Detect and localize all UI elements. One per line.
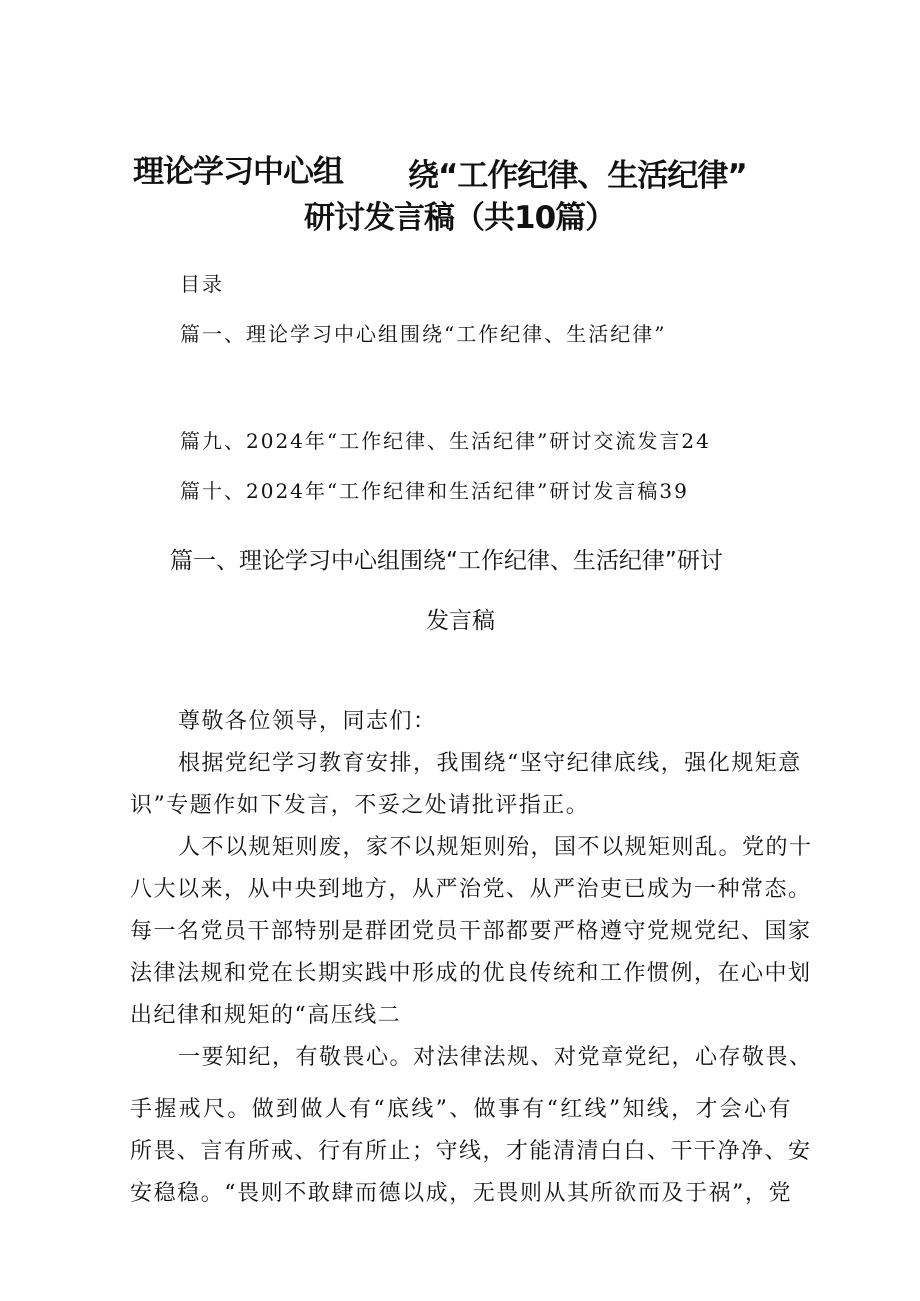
body-line: 一要知纪，有敬畏心。对法律法规、对党章党纪，心存敬畏、 [178,1045,813,1070]
toc-item-1[interactable]: 篇一、理论学习中心组围绕“工作纪律、生活纪律” [180,322,667,346]
toc-heading: 目录 [180,272,224,296]
body-line: 安稳稳。“畏则不敢肆而德以成，无畏则从其所欲而及于祸”，党 [130,1181,792,1206]
body-line: 人不以规矩则废，家不以规矩则殆，国不以规矩则乱。党的十 [178,835,813,860]
body-line: 手握戒尺。做到做人有“底线”、做事有“红线”知线，才会心有 [130,1097,792,1122]
toc-item-9[interactable]: 篇九、2024年“工作纪律、生活纪律”研讨交流发言24 [180,429,711,453]
body-line: 识”专题作如下发言，不妥之处请批评指正。 [130,793,590,818]
document-title-line2: 研讨发言稿（共10篇） [304,200,616,236]
section-title-line2: 发言稿 [426,608,495,634]
body-line: 根据党纪学习教育安排，我围绕“坚守纪律底线，强化规矩意 [178,751,802,776]
document-title-part2: 绕“工作纪律、生活纪律” [408,158,747,194]
body-line: 出纪律和规矩的“高压线二 [130,1003,402,1028]
section-title-line1: 篇一、理论学习中心组围绕“工作纪律、生活纪律”研讨 [170,548,723,574]
body-line: 尊敬各位领导，同志们： [178,709,437,734]
body-line: 法律法规和党在长期实践中形成的优良传统和工作惯例，在心中划 [130,961,812,986]
toc-item-10[interactable]: 篇十、2024年“工作纪律和生活纪律”研讨发言稿39 [180,479,689,503]
body-line: 每一名党员干部特别是群团党员干部都要严格遵守党规党纪、国家 [130,919,812,944]
document-title-part1: 理论学习中心组 [133,154,343,190]
body-line: 八大以来，从中央到地方，从严治党、从严治吏已成为一种常态。 [130,877,812,902]
body-line: 所畏、言有所戒、行有所止；守线，才能清清白白、干干净净、安 [130,1139,812,1164]
